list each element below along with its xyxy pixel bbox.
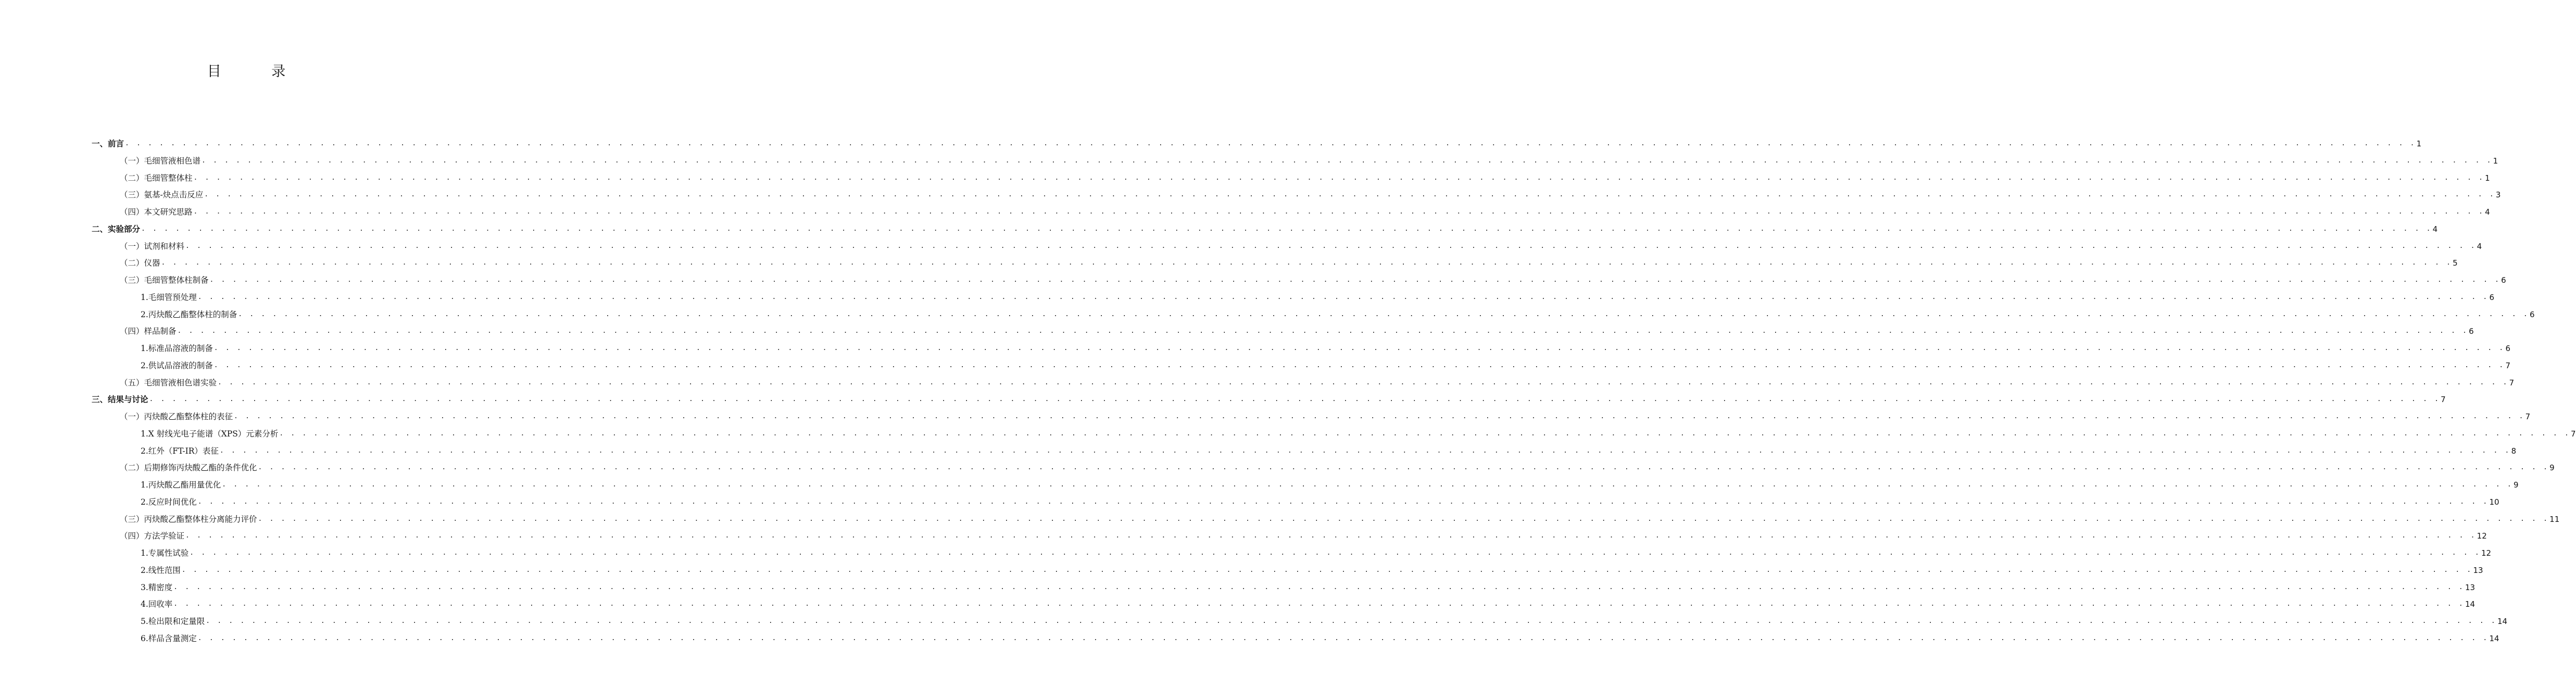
toc-leader-dots: . . . . . . . . . . . . . . . . . . . . . . . . . . . . . . . . . . . . . . . . . . . . . . . . . . . . . . . . . . . . . . . . . . . . . . . . . . . . . . . . . . . . . . . . . . . . . . . . . . . . . . . . . . . . . . . . . . . . . . . . . . . . . . . . . . . . . . . . . . . . . . . . . . . . . . . . . . . . . . . . . . . . . . . . . . . . . . . . . . . . . . . . . . . . . . . . . . . . . . . . [173, 600, 2465, 608]
toc-entry-label: 2.红外（FT-IR）表征 [141, 446, 219, 456]
toc-entry-page-number: 7 [2570, 429, 2576, 439]
toc-entry-label: 1.标准品溶液的制备 [141, 344, 213, 353]
toc-entry-label: 三、结果与讨论 [92, 395, 148, 405]
toc-entry-label: （三）氨基-炔点击反应 [120, 190, 204, 200]
toc-entry-page-number: 9 [2513, 480, 2519, 490]
toc-entry-page-number: 14 [2465, 599, 2476, 609]
toc-leader-dots: . . . . . . . . . . . . . . . . . . . . . . . . . . . . . . . . . . . . . . . . . . . . . . . . . . . . . . . . . . . . . . . . . . . . . . . . . . . . . . . . . . . . . . . . . . . . . . . . . . . . . . . . . . . . . . . . . . . . . . . . . . . . . . . . . . . . . . . . . . . . . . . . . . . . . . . . . . . . . . . . . . . . . . . . . . . . . . . . . . . . . . . . . . . . . . . . . . . . . . . . [193, 208, 2485, 216]
toc-entry[interactable] [141, 541, 2492, 558]
toc-leader-dots: . . . . . . . . . . . . . . . . . . . . . . . . . . . . . . . . . . . . . . . . . . . . . . . . . . . . . . . . . . . . . . . . . . . . . . . . . . . . . . . . . . . . . . . . . . . . . . . . . . . . . . . . . . . . . . . . . . . . . . . . . . . . . . . . . . . . . . . . . . . . . . . . . . . . . . . . . . . . . . . . . . . . . . . . . . . . . . . . . . . . . . . . . . . . . . . . . . . . . . . . [219, 446, 2511, 455]
toc-entry-page-number: 7 [2441, 395, 2446, 405]
toc-entry-page-number: 6 [2529, 309, 2535, 319]
toc-entry-page-number: 3 [2495, 190, 2501, 200]
toc-entry-page-number: 14 [2497, 617, 2508, 626]
toc-entry-page-number: 5 [2453, 258, 2458, 268]
toc-entry[interactable] [141, 303, 2535, 320]
toc-entry-label: （四）本文研究思路 [120, 207, 193, 217]
toc-entry-label: （二）仪器 [120, 258, 160, 268]
toc-entry-page-number: 4 [2485, 207, 2490, 217]
toc-entry-page-number: 13 [2473, 565, 2483, 575]
toc-entry[interactable] [120, 183, 2501, 200]
toc-entry-label: 二、实验部分 [92, 224, 141, 234]
toc-entry[interactable] [120, 456, 2555, 473]
toc-leader-dots: . . . . . . . . . . . . . . . . . . . . . . . . . . . . . . . . . . . . . . . . . . . . . . . . . . . . . . . . . . . . . . . . . . . . . . . . . . . . . . . . . . . . . . . . . . . . . . . . . . . . . . . . . . . . . . . . . . . . . . . . . . . . . . . . . . . . . . . . . . . . . . . . . . . . . . . . . . . . . . . . . . . . . . . . . . . . . . . . . . . . . . . . . . . . . . . . . . . . . . . . [238, 310, 2529, 318]
toc-entry-label: （二）毛细管整体柱 [120, 173, 193, 183]
toc-leader-dots: . . . . . . . . . . . . . . . . . . . . . . . . . . . . . . . . . . . . . . . . . . . . . . . . . . . . . . . . . . . . . . . . . . . . . . . . . . . . . . . . . . . . . . . . . . . . . . . . . . . . . . . . . . . . . . . . . . . . . . . . . . . . . . . . . . . . . . . . . . . . . . . . . . . . . . . . . . . . . . . . . . . . . . . . . . . . . . . . . . . . . . . . . . . . . . . . . . . . . . . . [202, 156, 2493, 165]
toc-entry-label: 2.线性范围 [141, 565, 181, 575]
toc-entry-page-number: 12 [2477, 531, 2487, 541]
toc-entry[interactable] [92, 132, 2422, 149]
toc-entry-label: 5.检出限和定量限 [141, 617, 205, 626]
toc-entry[interactable] [141, 558, 2483, 576]
toc-entry[interactable] [141, 627, 2499, 644]
toc-leader-dots: . . . . . . . . . . . . . . . . . . . . . . . . . . . . . . . . . . . . . . . . . . . . . . . . . . . . . . . . . . . . . . . . . . . . . . . . . . . . . . . . . . . . . . . . . . . . . . . . . . . . . . . . . . . . . . . . . . . . . . . . . . . . . . . . . . . . . . . . . . . . . . . . . . . . . . . . . . . . . . . . . . . . . . . . . . . . . . . . . . . . . . . . . . . . . . . . . . . . . . . . [258, 515, 2549, 523]
toc-leader-dots: . . . . . . . . . . . . . . . . . . . . . . . . . . . . . . . . . . . . . . . . . . . . . . . . . . . . . . . . . . . . . . . . . . . . . . . . . . . . . . . . . . . . . . . . . . . . . . . . . . . . . . . . . . . . . . . . . . . . . . . . . . . . . . . . . . . . . . . . . . . . . . . . . . . . . . . . . . . . . . . . . . . . . . . . . . . . . . . . . . . . . . . . . . . . . . . . . . . . . . . . [185, 242, 2477, 250]
toc-leader-dots: . . . . . . . . . . . . . . . . . . . . . . . . . . . . . . . . . . . . . . . . . . . . . . . . . . . . . . . . . . . . . . . . . . . . . . . . . . . . . . . . . . . . . . . . . . . . . . . . . . . . . . . . . . . . . . . . . . . . . . . . . . . . . . . . . . . . . . . . . . . . . . . . . . . . . . . . . . . . . . . . . . . . . . . . . . . . . . . . . . . . . . . . . . . . . . . . . . . . . . . . [234, 413, 2525, 420]
toc-leader-dots: . . . . . . . . . . . . . . . . . . . . . . . . . . . . . . . . . . . . . . . . . . . . . . . . . . . . . . . . . . . . . . . . . . . . . . . . . . . . . . . . . . . . . . . . . . . . . . . . . . . . . . . . . . . . . . . . . . . . . . . . . . . . . . . . . . . . . . . . . . . . . . . . . . . . . . . . . . . . . . . . . . . . . . . . . . . . . . . . . . . . . . . . . . . . . . . . . . . . . . . . [218, 378, 2509, 386]
toc-leader-dots: . . . . . . . . . . . . . . . . . . . . . . . . . . . . . . . . . . . . . . . . . . . . . . . . . . . . . . . . . . . . . . . . . . . . . . . . . . . . . . . . . . . . . . . . . . . . . . . . . . . . . . . . . . . . . . . . . . . . . . . . . . . . . . . . . . . . . . . . . . . . . . . . . . . . . . . . . . . . . . . . . . . . . . . . . . . . . . . . . . . . . . . . . . . . . . . . . . . . . . . . [213, 361, 2505, 369]
toc-entry-page-number: 1 [2485, 173, 2490, 183]
toc-entry[interactable] [120, 507, 2560, 524]
toc-entry-page-number: 6 [2489, 292, 2494, 302]
toc-entry[interactable] [141, 439, 2517, 456]
toc-leader-dots: . . . . . . . . . . . . . . . . . . . . . . . . . . . . . . . . . . . . . . . . . . . . . . . . . . . . . . . . . . . . . . . . . . . . . . . . . . . . . . . . . . . . . . . . . . . . . . . . . . . . . . . . . . . . . . . . . . . . . . . . . . . . . . . . . . . . . . . . . . . . . . . . . . . . . . . . . . . . . . . . . . . . . . . . . . . . . . . . . . . . . . . . . . . . . . . . . . . . . . . . [185, 532, 2477, 540]
toc-leader-dots: . . . . . . . . . . . . . . . . . . . . . . . . . . . . . . . . . . . . . . . . . . . . . . . . . . . . . . . . . . . . . . . . . . . . . . . . . . . . . . . . . . . . . . . . . . . . . . . . . . . . . . . . . . . . . . . . . . . . . . . . . . . . . . . . . . . . . . . . . . . . . . . . . . . . . . . . . . . . . . . . . . . . . . . . . . . . . . . . . . . . . . . . . . . . . . . . . . . . . . . . [125, 140, 2416, 147]
toc-entry[interactable] [120, 319, 2474, 336]
toc-entry[interactable] [92, 217, 2438, 234]
toc-leader-dots: . . . . . . . . . . . . . . . . . . . . . . . . . . . . . . . . . . . . . . . . . . . . . . . . . . . . . . . . . . . . . . . . . . . . . . . . . . . . . . . . . . . . . . . . . . . . . . . . . . . . . . . . . . . . . . . . . . . . . . . . . . . . . . . . . . . . . . . . . . . . . . . . . . . . . . . . . . . . . . . . . . . . . . . . . . . . . . . . . . . . . . . . . . . . . . . . . . . . . . . . [222, 481, 2513, 489]
toc-leader-dots: . . . . . . . . . . . . . . . . . . . . . . . . . . . . . . . . . . . . . . . . . . . . . . . . . . . . . . . . . . . . . . . . . . . . . . . . . . . . . . . . . . . . . . . . . . . . . . . . . . . . . . . . . . . . . . . . . . . . . . . . . . . . . . . . . . . . . . . . . . . . . . . . . . . . . . . . . . . . . . . . . . . . . . . . . . . . . . . . . . . . . . . . . . . . . . . . . . . . . . . . [190, 549, 2481, 557]
toc-leader-dots: . . . . . . . . . . . . . . . . . . . . . . . . . . . . . . . . . . . . . . . . . . . . . . . . . . . . . . . . . . . . . . . . . . . . . . . . . . . . . . . . . . . . . . . . . . . . . . . . . . . . . . . . . . . . . . . . . . . . . . . . . . . . . . . . . . . . . . . . . . . . . . . . . . . . . . . . . . . . . . . . . . . . . . . . . . . . . . . . . . . . . . . . . . . . . . . . . . . . . . . . [206, 617, 2497, 625]
toc-entry[interactable] [141, 609, 2508, 627]
toc-entry[interactable] [120, 405, 2531, 422]
toc-entry-label: 1.毛细管预处理 [141, 292, 197, 302]
toc-entry-label: 6.样品含量测定 [141, 633, 197, 643]
toc-entry-page-number: 12 [2481, 548, 2492, 558]
toc-leader-dots: . . . . . . . . . . . . . . . . . . . . . . . . . . . . . . . . . . . . . . . . . . . . . . . . . . . . . . . . . . . . . . . . . . . . . . . . . . . . . . . . . . . . . . . . . . . . . . . . . . . . . . . . . . . . . . . . . . . . . . . . . . . . . . . . . . . . . . . . . . . . . . . . . . . . . . . . . . . . . . . . . . . . . . . . . . . . . . . . . . . . . . . . . . . . . . . . . . . . . . . . [197, 497, 2489, 506]
toc-entry[interactable] [120, 524, 2487, 541]
toc-entry[interactable] [141, 422, 2576, 439]
toc-leader-dots: . . . . . . . . . . . . . . . . . . . . . . . . . . . . . . . . . . . . . . . . . . . . . . . . . . . . . . . . . . . . . . . . . . . . . . . . . . . . . . . . . . . . . . . . . . . . . . . . . . . . . . . . . . . . . . . . . . . . . . . . . . . . . . . . . . . . . . . . . . . . . . . . . . . . . . . . . . . . . . . . . . . . . . . . . . . . . . . . . . . . . . . . . . . . . . . . . . . . . . . . [204, 191, 2495, 199]
toc-entry-label: 2.反应时间优化 [141, 497, 197, 507]
toc-leader-dots: . . . . . . . . . . . . . . . . . . . . . . . . . . . . . . . . . . . . . . . . . . . . . . . . . . . . . . . . . . . . . . . . . . . . . . . . . . . . . . . . . . . . . . . . . . . . . . . . . . . . . . . . . . . . . . . . . . . . . . . . . . . . . . . . . . . . . . . . . . . . . . . . . . . . . . . . . . . . . . . . . . . . . . . . . . . . . . . . . . . . . . . . . . . . . . . . . . . . . . . . [161, 259, 2453, 267]
toc-entry[interactable] [120, 268, 2506, 285]
toc-entry-page-number: 4 [2477, 241, 2482, 251]
toc-entry-label: 1.专属性试验 [141, 548, 189, 558]
toc-entry-label: 3.精密度 [141, 582, 173, 592]
toc-entry[interactable] [141, 473, 2519, 490]
toc-leader-dots: . . . . . . . . . . . . . . . . . . . . . . . . . . . . . . . . . . . . . . . . . . . . . . . . . . . . . . . . . . . . . . . . . . . . . . . . . . . . . . . . . . . . . . . . . . . . . . . . . . . . . . . . . . . . . . . . . . . . . . . . . . . . . . . . . . . . . . . . . . . . . . . . . . . . . . . . . . . . . . . . . . . . . . . . . . . . . . . . . . . . . . . . . . . . . . . . . . . . . . . . [258, 464, 2549, 472]
toc-entry-label: 1.丙炔酸乙酯用量优化 [141, 480, 221, 490]
toc-entry-page-number: 1 [2493, 156, 2498, 166]
toc-entry-label: （二）后期修饰丙炔酸乙酯的条件优化 [120, 463, 257, 473]
toc-leader-dots: . . . . . . . . . . . . . . . . . . . . . . . . . . . . . . . . . . . . . . . . . . . . . . . . . . . . . . . . . . . . . . . . . . . . . . . . . . . . . . . . . . . . . . . . . . . . . . . . . . . . . . . . . . . . . . . . . . . . . . . . . . . . . . . . . . . . . . . . . . . . . . . . . . . . . . . . . . . . . . . . . . . . . . . . . . . . . . . . . . . . . . . . . . . . . . . . . . . . . . . . [279, 429, 2570, 438]
toc-entry-label: （一）试剂和材料 [120, 241, 185, 251]
toc-entry-label: 2.供试品溶液的制备 [141, 360, 213, 370]
toc-entry-page-number: 6 [2469, 327, 2474, 336]
toc-entry-label: 4.回收率 [141, 599, 173, 609]
toc-leader-dots: . . . . . . . . . . . . . . . . . . . . . . . . . . . . . . . . . . . . . . . . . . . . . . . . . . . . . . . . . . . . . . . . . . . . . . . . . . . . . . . . . . . . . . . . . . . . . . . . . . . . . . . . . . . . . . . . . . . . . . . . . . . . . . . . . . . . . . . . . . . . . . . . . . . . . . . . . . . . . . . . . . . . . . . . . . . . . . . . . . . . . . . . . . . . . . . . . . . . . . . . [197, 634, 2489, 642]
toc-entry[interactable] [141, 354, 2510, 371]
toc-entry-label: 1.X 射线光电子能谱（XPS）元素分析 [141, 429, 279, 439]
toc-entry[interactable] [120, 200, 2490, 217]
toc-entry-label: （三）丙炔酸乙酯整体柱分离能力评价 [120, 514, 257, 524]
toc-entry[interactable] [92, 388, 2446, 405]
toc-entry-label: （五）毛细管液相色谱实验 [120, 378, 217, 388]
toc-entry[interactable] [141, 592, 2476, 609]
toc-entry[interactable] [141, 336, 2510, 354]
toc-entry[interactable] [120, 149, 2498, 166]
toc-entry[interactable] [120, 234, 2482, 252]
toc-entry-page-number: 7 [2525, 412, 2531, 421]
toc-entry-label: （四）样品制备 [120, 327, 177, 336]
toc-leader-dots: . . . . . . . . . . . . . . . . . . . . . . . . . . . . . . . . . . . . . . . . . . . . . . . . . . . . . . . . . . . . . . . . . . . . . . . . . . . . . . . . . . . . . . . . . . . . . . . . . . . . . . . . . . . . . . . . . . . . . . . . . . . . . . . . . . . . . . . . . . . . . . . . . . . . . . . . . . . . . . . . . . . . . . . . . . . . . . . . . . . . . . . . . . . . . . . . . . . . . . . . [193, 173, 2485, 182]
toc-entry-page-number: 9 [2549, 463, 2555, 473]
toc-entry-page-number: 11 [2549, 514, 2560, 524]
toc-entry[interactable] [141, 490, 2499, 507]
toc-leader-dots: . . . . . . . . . . . . . . . . . . . . . . . . . . . . . . . . . . . . . . . . . . . . . . . . . . . . . . . . . . . . . . . . . . . . . . . . . . . . . . . . . . . . . . . . . . . . . . . . . . . . . . . . . . . . . . . . . . . . . . . . . . . . . . . . . . . . . . . . . . . . . . . . . . . . . . . . . . . . . . . . . . . . . . . . . . . . . . . . . . . . . . . . . . . . . . . . . . . . . . . . [209, 276, 2501, 284]
toc-entry[interactable] [120, 166, 2490, 183]
toc-entry-label: 2.丙炔酸乙酯整体柱的制备 [141, 309, 237, 319]
toc-entry-page-number: 7 [2509, 378, 2515, 388]
toc-entry-label: （四）方法学验证 [120, 531, 185, 541]
toc-leader-dots: . . . . . . . . . . . . . . . . . . . . . . . . . . . . . . . . . . . . . . . . . . . . . . . . . . . . . . . . . . . . . . . . . . . . . . . . . . . . . . . . . . . . . . . . . . . . . . . . . . . . . . . . . . . . . . . . . . . . . . . . . . . . . . . . . . . . . . . . . . . . . . . . . . . . . . . . . . . . . . . . . . . . . . . . . . . . . . . . . . . . . . . . . . . . . . . . . . . . . . . . [173, 583, 2465, 591]
toc-entry-page-number: 8 [2511, 446, 2517, 456]
page-title: 目 录 [207, 64, 309, 80]
toc-leader-dots: . . . . . . . . . . . . . . . . . . . . . . . . . . . . . . . . . . . . . . . . . . . . . . . . . . . . . . . . . . . . . . . . . . . . . . . . . . . . . . . . . . . . . . . . . . . . . . . . . . . . . . . . . . . . . . . . . . . . . . . . . . . . . . . . . . . . . . . . . . . . . . . . . . . . . . . . . . . . . . . . . . . . . . . . . . . . . . . . . . . . . . . . . . . . . . . . . . . . . . . . [181, 566, 2473, 574]
toc-entry-page-number: 14 [2489, 633, 2499, 643]
toc-leader-dots: . . . . . . . . . . . . . . . . . . . . . . . . . . . . . . . . . . . . . . . . . . . . . . . . . . . . . . . . . . . . . . . . . . . . . . . . . . . . . . . . . . . . . . . . . . . . . . . . . . . . . . . . . . . . . . . . . . . . . . . . . . . . . . . . . . . . . . . . . . . . . . . . . . . . . . . . . . . . . . . . . . . . . . . . . . . . . . . . . . . . . . . . . . . . . . . . . . . . . . . . [149, 395, 2441, 404]
toc-entry-label: （三）毛细管整体柱制备 [120, 276, 209, 285]
toc-entry-page-number: 6 [2505, 344, 2510, 353]
toc-entry[interactable] [141, 576, 2476, 593]
toc-entry-page-number: 4 [2432, 224, 2438, 234]
toc-entry[interactable] [120, 371, 2515, 388]
toc-entry-page-number: 13 [2465, 582, 2476, 592]
toc-entry-page-number: 7 [2505, 360, 2510, 370]
toc-leader-dots: . . . . . . . . . . . . . . . . . . . . . . . . . . . . . . . . . . . . . . . . . . . . . . . . . . . . . . . . . . . . . . . . . . . . . . . . . . . . . . . . . . . . . . . . . . . . . . . . . . . . . . . . . . . . . . . . . . . . . . . . . . . . . . . . . . . . . . . . . . . . . . . . . . . . . . . . . . . . . . . . . . . . . . . . . . . . . . . . . . . . . . . . . . . . . . . . . . . . . . . . [213, 344, 2505, 352]
toc-entry-label: （一）丙炔酸乙酯整体柱的表征 [120, 412, 233, 421]
toc-entry-page-number: 6 [2501, 276, 2506, 285]
toc-entry[interactable] [141, 285, 2494, 303]
toc-entry-label: （一）毛细管液相色谱 [120, 156, 201, 166]
toc-entry-page-number: 1 [2416, 139, 2422, 148]
toc-entry-page-number: 10 [2489, 497, 2499, 507]
toc-entry[interactable] [120, 251, 2458, 268]
toc-leader-dots: . . . . . . . . . . . . . . . . . . . . . . . . . . . . . . . . . . . . . . . . . . . . . . . . . . . . . . . . . . . . . . . . . . . . . . . . . . . . . . . . . . . . . . . . . . . . . . . . . . . . . . . . . . . . . . . . . . . . . . . . . . . . . . . . . . . . . . . . . . . . . . . . . . . . . . . . . . . . . . . . . . . . . . . . . . . . . . . . . . . . . . . . . . . . . . . . . . . . . . . . [177, 327, 2469, 335]
toc-entry-label: 一、前言 [92, 139, 124, 148]
toc-leader-dots: . . . . . . . . . . . . . . . . . . . . . . . . . . . . . . . . . . . . . . . . . . . . . . . . . . . . . . . . . . . . . . . . . . . . . . . . . . . . . . . . . . . . . . . . . . . . . . . . . . . . . . . . . . . . . . . . . . . . . . . . . . . . . . . . . . . . . . . . . . . . . . . . . . . . . . . . . . . . . . . . . . . . . . . . . . . . . . . . . . . . . . . . . . . . . . . . . . . . . . . . [197, 293, 2489, 301]
toc-leader-dots: . . . . . . . . . . . . . . . . . . . . . . . . . . . . . . . . . . . . . . . . . . . . . . . . . . . . . . . . . . . . . . . . . . . . . . . . . . . . . . . . . . . . . . . . . . . . . . . . . . . . . . . . . . . . . . . . . . . . . . . . . . . . . . . . . . . . . . . . . . . . . . . . . . . . . . . . . . . . . . . . . . . . . . . . . . . . . . . . . . . . . . . . . . . . . . . . . . . . . . . . [141, 224, 2432, 233]
